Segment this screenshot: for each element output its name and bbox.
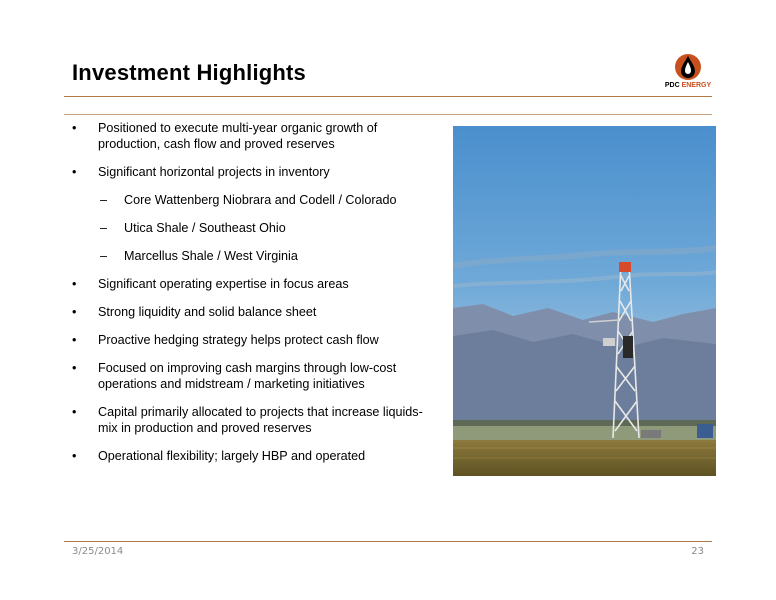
- bullet-item: [66, 276, 436, 292]
- bullet-text: Proactive hedging strategy helps protect cash flow: [98, 333, 379, 347]
- bullet-item: [66, 448, 436, 464]
- sub-bullet-mark: –: [100, 193, 108, 207]
- logo-word-energy: ENERGY: [681, 82, 712, 89]
- bullet-item: [66, 404, 436, 436]
- bullet-item: [66, 304, 436, 320]
- bullet-text: Operational flexibility; largely HBP and operated: [98, 449, 366, 463]
- header-rule: [64, 96, 712, 97]
- bullet-mark: •: [72, 121, 77, 135]
- sub-bullet-text: Core Wattenberg Niobrara and Codell / Colorado: [124, 193, 397, 207]
- sub-bullet-item: [66, 248, 436, 264]
- bullet-text: Significant operating expertise in focus areas: [98, 277, 349, 291]
- sub-bullet-text: Utica Shale / Southeast Ohio: [124, 221, 286, 235]
- bullet-text: Positioned to execute multi-year organic growth of production, cash flow and proved reserves: [98, 121, 378, 151]
- bullet-item: [66, 164, 436, 180]
- bullet-text: Focused on improving cash margins through low-cost operations and midstream / marketing initiatives: [98, 361, 397, 391]
- bullet-list: [66, 120, 436, 476]
- sub-bullet-text: Marcellus Shale / West Virginia: [124, 249, 298, 263]
- bullet-text: Significant horizontal projects in inventory: [98, 165, 330, 179]
- header-rule-secondary: [64, 114, 712, 115]
- bullet-mark: •: [72, 305, 77, 319]
- bullet-item: [66, 120, 436, 152]
- bullet-mark: •: [72, 333, 77, 347]
- sub-bullet-mark: –: [100, 249, 108, 263]
- slide-title: Investment Highlights: [72, 60, 306, 85]
- bullet-text: Capital primarily allocated to projects that increase liquids-mix in production and proved reserves: [98, 405, 423, 435]
- bullet-mark: •: [72, 361, 77, 375]
- page-number: 23: [691, 546, 704, 557]
- drilling-rig-photo: [453, 126, 716, 476]
- sub-bullet-item: [66, 220, 436, 236]
- bullet-mark: •: [72, 165, 77, 179]
- footer-rule: [64, 541, 712, 542]
- flame-drop-icon: [664, 52, 712, 84]
- bullet-text: Strong liquidity and solid balance sheet: [98, 305, 317, 319]
- logo-wordmark: [664, 82, 712, 89]
- bullet-item: [66, 332, 436, 348]
- logo-word-pdc: PDC: [664, 82, 680, 89]
- sub-bullet-mark: –: [100, 221, 108, 235]
- bullet-mark: •: [72, 449, 77, 463]
- bullet-item: [66, 360, 436, 392]
- bullet-mark: •: [72, 405, 77, 419]
- footer-date: 3/25/2014: [72, 546, 124, 557]
- pdc-energy-logo: [664, 52, 712, 94]
- bullet-mark: •: [72, 277, 77, 291]
- sub-bullet-item: [66, 192, 436, 208]
